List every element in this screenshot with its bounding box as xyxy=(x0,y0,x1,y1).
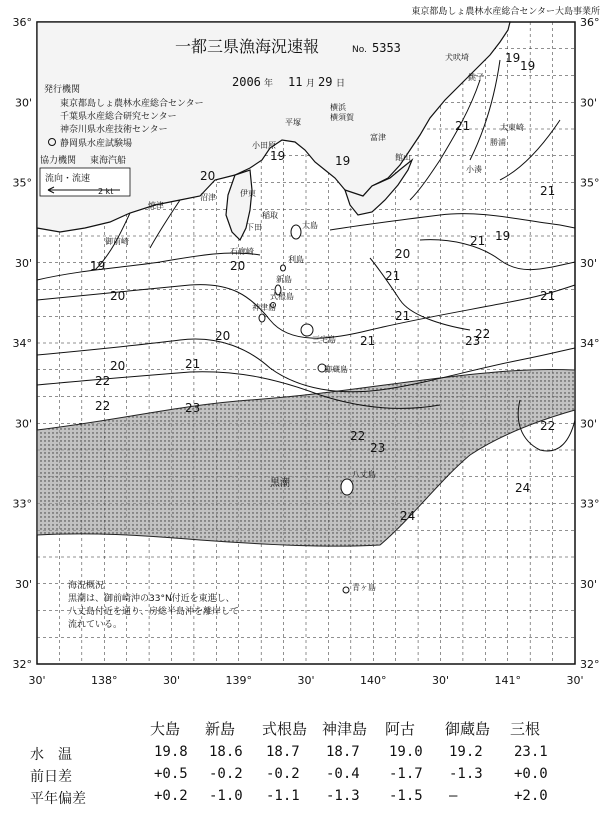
station-value: 19.8 xyxy=(154,744,188,760)
place-label: 勝浦 xyxy=(490,138,506,147)
station-value: 18.6 xyxy=(209,744,243,760)
lat-label-right: 36° xyxy=(580,16,600,29)
station-value: 19.0 xyxy=(389,744,423,760)
isotherm-label: 21 xyxy=(185,357,201,371)
place-label: 焼津 xyxy=(148,201,164,210)
station-value: +0.0 xyxy=(514,766,548,782)
station-value: +0.2 xyxy=(154,788,188,804)
lon-label: 30' xyxy=(162,674,181,687)
station-value: 19.2 xyxy=(449,744,483,760)
longitude-labels xyxy=(28,674,583,687)
lat-label-right: 32° xyxy=(580,658,600,671)
place-label: 石廊崎 xyxy=(230,247,254,256)
lat-label-left: 36° xyxy=(12,16,32,29)
place-label: 式根島 xyxy=(270,292,294,301)
station-value: — xyxy=(449,788,458,804)
place-label: 太東崎 xyxy=(500,123,524,132)
place-label: 銚子 xyxy=(468,73,484,82)
island-hachijojima xyxy=(341,479,353,495)
island-kozushima xyxy=(259,314,265,322)
lat-label-right: 34° xyxy=(580,337,600,350)
date-day: 29 xyxy=(318,75,333,89)
isotherm-label: 22 xyxy=(95,374,111,388)
issuer-tokyo: 東京都島しょ農林水産総合センター xyxy=(60,99,204,109)
lon-label: 141° xyxy=(494,674,521,687)
isotherm-label: 21 xyxy=(385,269,401,283)
place-label: 青ヶ島 xyxy=(352,583,376,592)
cooperation-org: 東海汽船 xyxy=(90,156,127,166)
row-label: 前日差 xyxy=(30,769,72,785)
row-label: 平年偏差 xyxy=(30,791,86,807)
issuers-heading: 発行機関 xyxy=(44,85,81,95)
place-label: 神津島 xyxy=(252,303,276,312)
date-month: 11 xyxy=(288,75,303,89)
place-label: 横浜 xyxy=(330,103,346,112)
station-value: +0.5 xyxy=(154,766,188,782)
issuer-kanagawa: 神奈川県水産技術センター xyxy=(60,125,168,135)
isotherm-label: 20 xyxy=(395,247,411,261)
lat-label-right: 30' xyxy=(580,256,598,270)
conditions-note xyxy=(68,579,239,630)
lat-label-left: 30' xyxy=(14,577,32,591)
station-value: -0.2 xyxy=(209,766,243,782)
place-label: 大島 xyxy=(302,221,318,230)
station-value: -1.7 xyxy=(389,766,423,782)
lat-label-right: 35° xyxy=(580,176,600,190)
lat-label-left: 30' xyxy=(14,256,32,270)
isotherm-label: 22 xyxy=(350,429,366,443)
isotherm-label: 19 xyxy=(270,149,286,163)
place-label: 三宅島 xyxy=(312,335,336,344)
place-label: 小田原 xyxy=(252,141,276,150)
isotherm-label: 22 xyxy=(95,399,111,413)
station-value: 18.7 xyxy=(266,744,300,760)
place-label: 稲取 xyxy=(262,211,278,220)
current-speed: 2 kt xyxy=(98,187,114,196)
date-year-unit: 年 xyxy=(264,79,274,89)
date-year: 2006 xyxy=(232,75,261,89)
place-label: 小湊 xyxy=(466,165,482,174)
date-day-unit: 日 xyxy=(336,79,346,89)
isotherm-label: 20 xyxy=(215,329,231,343)
lat-label-left: 30' xyxy=(14,96,32,110)
station-name: 大島 xyxy=(150,720,181,738)
table-header-row xyxy=(0,718,605,740)
table-row-normal-deviation xyxy=(0,788,605,810)
isotherm-label: 19 xyxy=(495,229,511,243)
station-value: -1.3 xyxy=(326,788,360,804)
lat-label-right: 33° xyxy=(580,497,600,511)
station-value: -0.2 xyxy=(266,766,300,782)
report-title: 一都三県漁海況速報 xyxy=(175,37,320,56)
island-oshima xyxy=(291,225,301,239)
isotherm-label: 21 xyxy=(455,119,471,133)
isotherm-label: 19 xyxy=(505,51,521,65)
report-number-label: No. xyxy=(352,45,367,55)
station-value: +2.0 xyxy=(514,788,548,804)
place-label: 館山 xyxy=(395,153,411,162)
note-line-2: 八丈島付近を通り、房総半島沖を離岸して xyxy=(68,607,240,617)
station-name: 三根 xyxy=(510,720,541,738)
place-label: 八丈島 xyxy=(352,470,376,479)
date-month-unit: 月 xyxy=(306,79,316,89)
table-row-water-temp xyxy=(0,744,605,766)
office-name: 東京都島しょ農林水産総合センター大島事業所 xyxy=(411,7,600,17)
latitude-labels-left xyxy=(13,16,33,671)
issuer-shizuoka: 静岡県水産試験場 xyxy=(60,139,133,149)
isotherm-label: 20 xyxy=(110,289,126,303)
isotherm-label: 22 xyxy=(540,419,556,433)
isotherm-label: 22 xyxy=(475,327,491,341)
latitude-labels-right xyxy=(580,16,600,671)
isotherm-label: 20 xyxy=(110,359,126,373)
lat-label-right: 30' xyxy=(580,417,598,431)
lat-label-left: 33° xyxy=(12,497,32,511)
isotherm-label: 21 xyxy=(470,234,486,248)
station-value: -1.5 xyxy=(389,788,423,804)
isotherm-label: 24 xyxy=(515,481,531,495)
island-aogashima xyxy=(343,587,349,593)
place-label: 犬吠埼 xyxy=(445,53,469,62)
kuroshio-stipple xyxy=(37,369,575,546)
lon-label: 30' xyxy=(566,674,584,687)
lat-label-left: 35° xyxy=(12,176,32,190)
lon-label: 140° xyxy=(360,674,387,687)
isotherm-label: 21 xyxy=(540,184,556,198)
station-name: 神津島 xyxy=(322,720,368,738)
lon-label: 30' xyxy=(28,674,46,687)
station-value: -1.3 xyxy=(449,766,483,782)
lon-label: 139° xyxy=(225,674,252,687)
isotherm-label: 20 xyxy=(230,259,246,273)
report-number: 5353 xyxy=(372,41,401,55)
table-row-daily-diff xyxy=(0,766,605,788)
place-label: 利島 xyxy=(288,255,304,264)
isotherm-label: 24 xyxy=(400,509,416,523)
station-name: 式根島 xyxy=(262,720,308,738)
isotherm-label: 21 xyxy=(540,289,556,303)
place-label: 富津 xyxy=(370,133,386,142)
place-label: 黒潮 xyxy=(270,478,290,489)
lon-label: 138° xyxy=(91,674,118,687)
station-value: -0.4 xyxy=(326,766,360,782)
lat-label-left: 34° xyxy=(12,337,32,350)
lat-label-left: 30' xyxy=(14,417,32,431)
station-name: 阿古 xyxy=(385,720,416,738)
note-line-1: 黒潮は、御前崎沖の33°N付近を東進し、 xyxy=(68,594,235,604)
isotherm-label: 23 xyxy=(370,441,386,455)
lon-label: 30' xyxy=(431,674,450,687)
note-line-3: 流れている。 xyxy=(68,620,123,630)
place-label: 御蔵島 xyxy=(324,365,348,374)
station-value: 23.1 xyxy=(514,744,548,760)
place-label: 御前崎 xyxy=(105,237,129,246)
lon-label: 30' xyxy=(297,674,315,687)
place-label: 新島 xyxy=(276,275,292,284)
note-heading: 海況概況 xyxy=(68,581,105,591)
current-legend-label: 流向・流速 xyxy=(45,174,91,184)
isotherm-label: 19 xyxy=(90,259,106,273)
station-name: 御蔵島 xyxy=(445,720,491,738)
station-name: 新島 xyxy=(205,720,236,738)
island-toshima xyxy=(281,265,286,271)
report-date xyxy=(232,75,345,89)
isotherm-label: 19 xyxy=(520,59,536,73)
lat-label-left: 32° xyxy=(12,658,32,671)
cooperation-heading: 協力機関 xyxy=(40,156,77,166)
row-label: 水 温 xyxy=(30,747,72,763)
station-value: -1.1 xyxy=(266,788,300,804)
station-value: -1.0 xyxy=(209,788,243,804)
isotherm-label: 23 xyxy=(465,334,481,348)
isotherm-label: 20 xyxy=(200,169,216,183)
place-label: 沼津 xyxy=(200,193,216,202)
isotherm-label: 19 xyxy=(335,154,351,168)
place-label: 横須賀 xyxy=(330,113,354,122)
place-label: 伊東 xyxy=(240,189,256,198)
lat-label-right: 30' xyxy=(580,577,598,591)
isotherm-label: 21 xyxy=(395,309,411,323)
place-label: 平塚 xyxy=(285,118,301,127)
lat-label-right: 30' xyxy=(580,96,598,110)
isotherm-label: 23 xyxy=(185,401,201,415)
station-value: 18.7 xyxy=(326,744,360,760)
station-temperature-table xyxy=(0,718,605,818)
issuer-chiba: 千葉県水産総合研究センター xyxy=(60,112,177,122)
isotherm-label: 21 xyxy=(360,334,376,348)
place-label: 下田 xyxy=(246,223,262,232)
